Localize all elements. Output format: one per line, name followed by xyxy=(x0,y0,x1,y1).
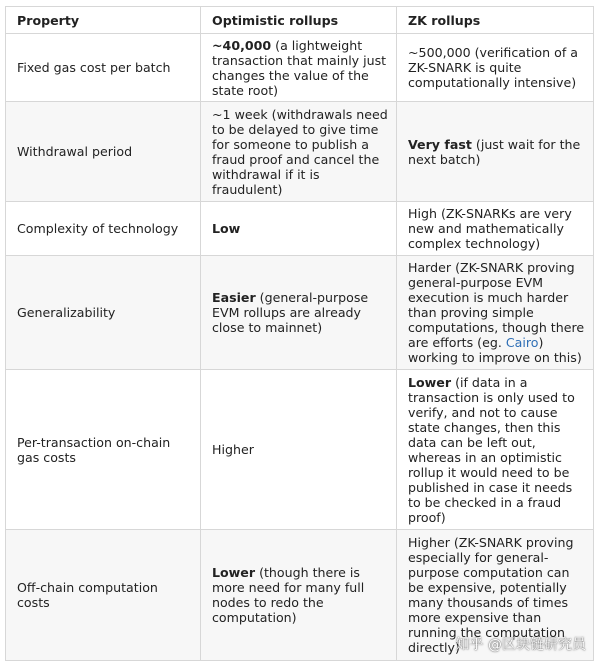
zk-text: Higher (ZK-SNARK proving especially for general-purpose computation can be expensive, potentially many thousands of times more expensive than running the computation directly) xyxy=(408,535,574,655)
property-cell: Complexity of technology xyxy=(6,202,201,256)
optimistic-cell xyxy=(201,256,397,370)
property-cell: Generalizability xyxy=(6,256,201,370)
zk-text: (if data in a transaction is only used to verify, and not to cause state changes, then this data can be left out, whereas in an optimistic rollup it would need to be published in case it needs to be checked in a fraud proof) xyxy=(408,374,575,525)
comparison-table xyxy=(5,6,594,661)
table-row xyxy=(6,34,594,102)
optimistic-text: ~1 week (withdrawals need to be delayed to give time for someone to publish a fraud proof and cancel the withdrawal if it is fraudulent) xyxy=(212,106,388,197)
optimistic-bold: Low xyxy=(212,221,241,236)
optimistic-bold: ~40,000 xyxy=(212,37,272,53)
zk-text: Harder (ZK-SNARK proving general-purpose EVM execution is much harder than proving simple computations, though there are efforts (eg. xyxy=(408,260,585,350)
optimistic-cell xyxy=(201,370,397,530)
zk-cell xyxy=(397,256,594,370)
table-row xyxy=(6,202,594,256)
optimistic-text: (general-purpose EVM rollups are already close to mainnet) xyxy=(212,290,369,335)
zk-text-after: ) working to improve on this) xyxy=(408,335,582,365)
zk-cell xyxy=(397,102,594,202)
optimistic-text: Higher xyxy=(212,442,254,457)
zk-text: ~500,000 (verification of a ZK-SNARK is quite computationally intensive) xyxy=(408,45,578,90)
watermark: 知乎 @区块链研究员 xyxy=(455,637,586,653)
zk-text: High (ZK-SNARKs are very new and mathematically complex technology) xyxy=(408,206,572,251)
property-cell: Per-transaction on-chain gas costs xyxy=(6,370,201,530)
optimistic-cell xyxy=(201,34,397,102)
zk-cell xyxy=(397,202,594,256)
property-cell: Off-chain computation costs xyxy=(6,530,201,661)
zk-cell xyxy=(397,34,594,102)
header-optimistic: Optimistic rollups xyxy=(201,7,397,34)
zk-bold: Lower xyxy=(408,374,452,390)
optimistic-text: (a lightweight transaction that mainly just changes the value of the state root) xyxy=(212,37,387,98)
optimistic-cell xyxy=(201,202,397,256)
zk-cell xyxy=(397,370,594,530)
table-row xyxy=(6,102,594,202)
header-zk: ZK rollups xyxy=(397,7,594,34)
zk-bold: Very fast xyxy=(408,136,472,152)
optimistic-text: (though there is more need for many full nodes to redo the computation) xyxy=(212,565,365,625)
zk-text: (just wait for the next batch) xyxy=(408,136,581,167)
table-row xyxy=(6,370,594,530)
optimistic-bold: Easier xyxy=(212,290,256,305)
table-row xyxy=(6,256,594,370)
optimistic-cell xyxy=(201,530,397,661)
optimistic-bold: Lower xyxy=(212,565,256,580)
header-property: Property xyxy=(6,7,201,34)
header-row xyxy=(6,7,594,34)
property-cell: Withdrawal period xyxy=(6,102,201,202)
property-cell: Fixed gas cost per batch xyxy=(6,34,201,102)
optimistic-cell xyxy=(201,102,397,202)
cairo-link[interactable]: Cairo xyxy=(505,335,539,350)
